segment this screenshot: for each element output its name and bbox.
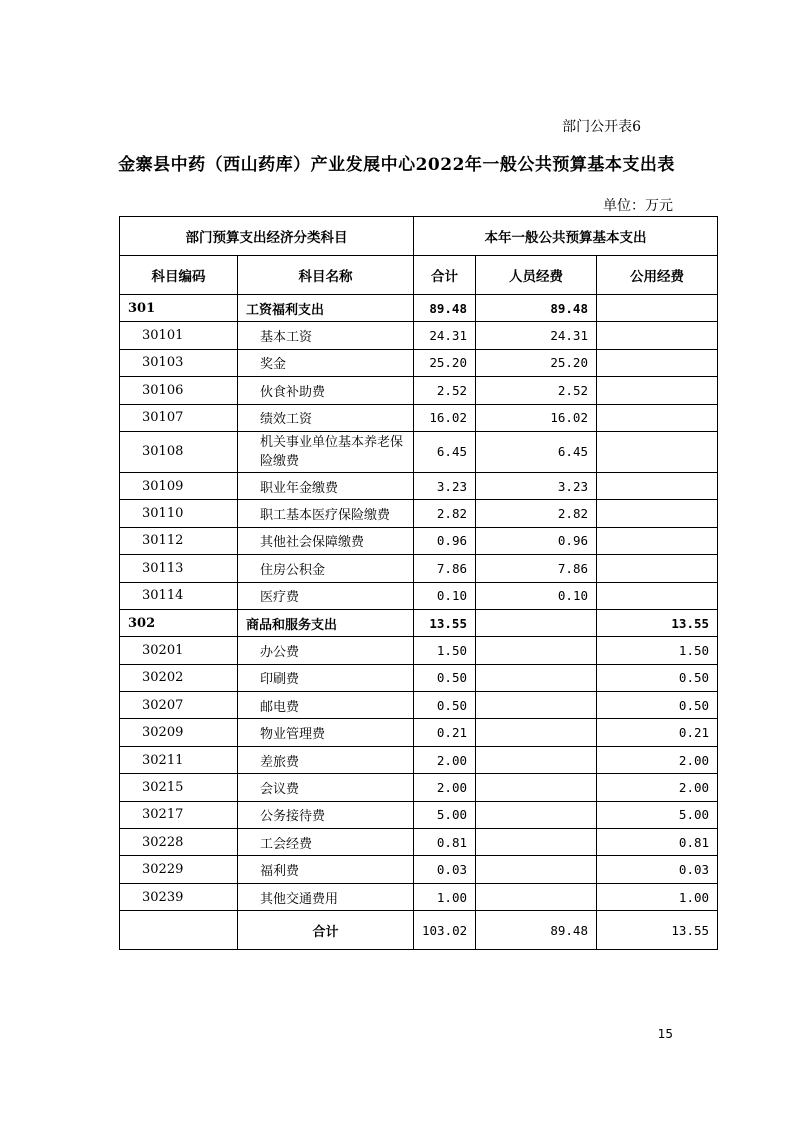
public-cell: 0.21 [597, 719, 718, 746]
total-cell: 1.50 [414, 637, 476, 664]
personnel-cell [476, 692, 597, 719]
name-cell: 伙食补助费 [238, 377, 414, 404]
code-cell: 30109 [120, 472, 238, 499]
code-cell: 30101 [120, 322, 238, 349]
personnel-cell: 7.86 [476, 555, 597, 582]
personnel-cell [476, 637, 597, 664]
public-cell: 1.00 [597, 883, 718, 910]
total-cell: 0.10 [414, 582, 476, 609]
total-cell: 16.02 [414, 404, 476, 431]
name-cell: 职工基本医疗保险缴费 [238, 500, 414, 527]
name-cell: 工会经费 [238, 829, 414, 856]
header-personnel: 人员经费 [476, 256, 597, 295]
personnel-cell [476, 829, 597, 856]
personnel-cell: 89.48 [476, 295, 597, 322]
total-public: 13.55 [597, 911, 718, 950]
total-cell: 2.52 [414, 377, 476, 404]
header-name: 科目名称 [238, 256, 414, 295]
total-sum: 103.02 [414, 911, 476, 950]
total-cell: 5.00 [414, 801, 476, 828]
table-row [120, 664, 718, 691]
table-row [120, 692, 718, 719]
unit-label: 单位：万元 [603, 198, 673, 214]
total-cell: 1.00 [414, 883, 476, 910]
header-total: 合计 [414, 256, 476, 295]
total-cell: 0.96 [414, 527, 476, 554]
total-personnel: 89.48 [476, 911, 597, 950]
personnel-cell [476, 664, 597, 691]
code-cell: 30114 [120, 582, 238, 609]
public-cell [597, 349, 718, 376]
code-cell: 30211 [120, 746, 238, 773]
code-cell: 302 [120, 609, 238, 636]
personnel-cell [476, 856, 597, 883]
name-cell: 基本工资 [238, 322, 414, 349]
code-cell: 30207 [120, 692, 238, 719]
total-label: 合计 [238, 911, 414, 950]
code-cell: 30217 [120, 801, 238, 828]
table-row [120, 431, 718, 472]
header-row-groups [120, 217, 718, 256]
total-row [120, 911, 718, 950]
public-cell: 5.00 [597, 801, 718, 828]
table-row [120, 774, 718, 801]
name-cell: 其他社会保障缴费 [238, 527, 414, 554]
code-cell: 30202 [120, 664, 238, 691]
name-cell: 公务接待费 [238, 801, 414, 828]
table-row [120, 829, 718, 856]
public-cell: 0.81 [597, 829, 718, 856]
code-cell: 30229 [120, 856, 238, 883]
name-cell: 会议费 [238, 774, 414, 801]
header-expense-group: 本年一般公共预算基本支出 [414, 217, 718, 256]
name-cell: 其他交通费用 [238, 883, 414, 910]
public-cell: 0.03 [597, 856, 718, 883]
personnel-cell: 0.10 [476, 582, 597, 609]
budget-table [119, 216, 718, 950]
code-cell: 30215 [120, 774, 238, 801]
name-cell: 物业管理费 [238, 719, 414, 746]
code-cell: 30209 [120, 719, 238, 746]
name-cell: 福利费 [238, 856, 414, 883]
personnel-cell: 25.20 [476, 349, 597, 376]
form-number: 部门公开表6 [562, 119, 641, 135]
personnel-cell: 3.23 [476, 472, 597, 499]
personnel-cell: 24.31 [476, 322, 597, 349]
total-cell: 24.31 [414, 322, 476, 349]
code-cell: 30108 [120, 431, 238, 472]
personnel-cell [476, 883, 597, 910]
name-cell: 办公费 [238, 637, 414, 664]
code-cell: 30239 [120, 883, 238, 910]
personnel-cell: 2.52 [476, 377, 597, 404]
public-cell: 2.00 [597, 774, 718, 801]
code-cell: 30113 [120, 555, 238, 582]
public-cell [597, 322, 718, 349]
code-cell: 30110 [120, 500, 238, 527]
code-cell: 301 [120, 295, 238, 322]
public-cell: 1.50 [597, 637, 718, 664]
code-cell: 30228 [120, 829, 238, 856]
name-cell: 邮电费 [238, 692, 414, 719]
total-cell: 0.50 [414, 692, 476, 719]
name-cell: 医疗费 [238, 582, 414, 609]
header-row-columns [120, 256, 718, 295]
table-row [120, 404, 718, 431]
table-row [120, 472, 718, 499]
total-cell: 2.00 [414, 746, 476, 773]
public-cell: 0.50 [597, 692, 718, 719]
table-row [120, 349, 718, 376]
public-cell [597, 500, 718, 527]
public-cell: 2.00 [597, 746, 718, 773]
total-cell: 0.03 [414, 856, 476, 883]
total-cell: 6.45 [414, 431, 476, 472]
table-row [120, 527, 718, 554]
code-cell: 30106 [120, 377, 238, 404]
name-cell: 工资福利支出 [238, 295, 414, 322]
public-cell [597, 472, 718, 499]
header-public: 公用经费 [597, 256, 718, 295]
personnel-cell [476, 609, 597, 636]
name-cell: 职业年金缴费 [238, 472, 414, 499]
name-cell: 机关事业单位基本养老保险缴费 [238, 431, 414, 472]
public-cell [597, 295, 718, 322]
personnel-cell: 16.02 [476, 404, 597, 431]
personnel-cell: 2.82 [476, 500, 597, 527]
table-row [120, 746, 718, 773]
table-row [120, 856, 718, 883]
table-row [120, 555, 718, 582]
personnel-cell [476, 719, 597, 746]
total-code-cell [120, 911, 238, 950]
public-cell [597, 582, 718, 609]
table-row [120, 637, 718, 664]
table-row [120, 500, 718, 527]
public-cell [597, 377, 718, 404]
personnel-cell: 0.96 [476, 527, 597, 554]
code-cell: 30103 [120, 349, 238, 376]
name-cell: 差旅费 [238, 746, 414, 773]
name-cell: 绩效工资 [238, 404, 414, 431]
total-cell: 2.00 [414, 774, 476, 801]
total-cell: 0.21 [414, 719, 476, 746]
total-cell: 7.86 [414, 555, 476, 582]
table-row [120, 322, 718, 349]
document-title: 金寨县中药（西山药库）产业发展中心2022年一般公共预算基本支出表 [118, 155, 675, 175]
public-cell [597, 431, 718, 472]
table-group-row [120, 295, 718, 322]
code-cell: 30201 [120, 637, 238, 664]
name-cell: 印刷费 [238, 664, 414, 691]
code-cell: 30107 [120, 404, 238, 431]
header-code: 科目编码 [120, 256, 238, 295]
name-cell: 奖金 [238, 349, 414, 376]
public-cell [597, 404, 718, 431]
personnel-cell [476, 801, 597, 828]
name-cell: 住房公积金 [238, 555, 414, 582]
public-cell [597, 527, 718, 554]
table-row [120, 377, 718, 404]
public-cell [597, 555, 718, 582]
code-cell: 30112 [120, 527, 238, 554]
table-row [120, 582, 718, 609]
table-row [120, 719, 718, 746]
total-cell: 25.20 [414, 349, 476, 376]
public-cell: 0.50 [597, 664, 718, 691]
total-cell: 3.23 [414, 472, 476, 499]
name-cell: 商品和服务支出 [238, 609, 414, 636]
total-cell: 13.55 [414, 609, 476, 636]
total-cell: 0.50 [414, 664, 476, 691]
total-cell: 2.82 [414, 500, 476, 527]
total-cell: 89.48 [414, 295, 476, 322]
table-row [120, 801, 718, 828]
personnel-cell [476, 774, 597, 801]
public-cell: 13.55 [597, 609, 718, 636]
personnel-cell: 6.45 [476, 431, 597, 472]
total-cell: 0.81 [414, 829, 476, 856]
header-category-group: 部门预算支出经济分类科目 [120, 217, 414, 256]
page-number: 15 [657, 1027, 673, 1041]
table-group-row [120, 609, 718, 636]
table-row [120, 883, 718, 910]
personnel-cell [476, 746, 597, 773]
